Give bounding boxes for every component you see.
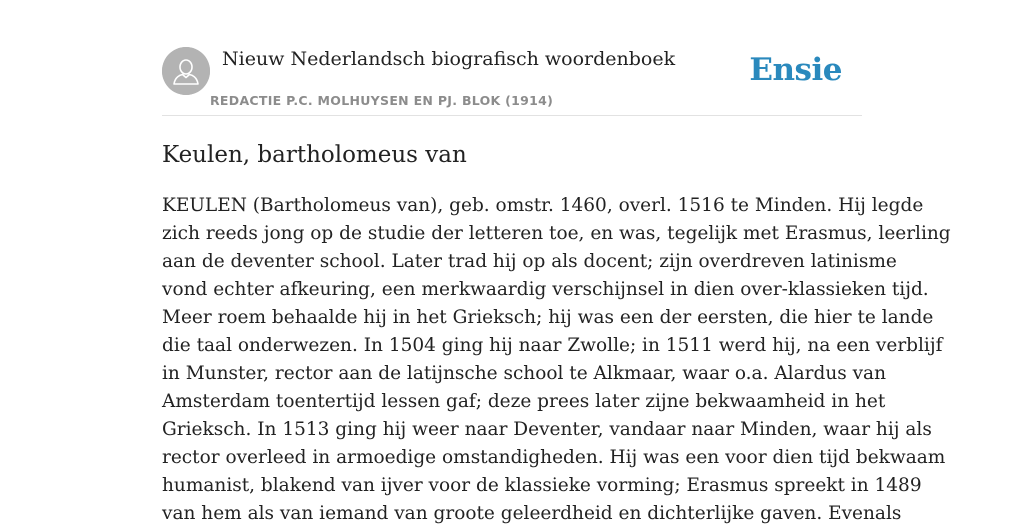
entry-line: die taal onderwezen. In 1504 ging hij naar Zwolle; in 1511 werd hij, na een verblijf [162, 335, 943, 356]
entry-line: Amsterdam toentertijd lessen gaf; deze prees later zijne bekwaamheid in het [162, 391, 886, 412]
entry-line: humanist, blakend van ijver voor de klassieke vorming; Erasmus spreekt in 1489 [162, 475, 922, 496]
entry-line: rector overleed in armoedige omstandigheden. Hij was een voor dien tijd bekwaam [162, 447, 946, 468]
entry-line: aan de deventer school. Later trad hij op als docent; zijn overdreven latinisme [162, 251, 897, 272]
user-icon[interactable] [162, 47, 210, 95]
entry-body [162, 192, 951, 528]
header-divider [162, 115, 862, 116]
source-header [162, 46, 862, 116]
entry-line: vond echter afkeuring, een merkwaardig verschijnsel in dien over-klassieken tijd. [162, 279, 929, 300]
entry-line: Grieksch. In 1513 ging hij weer naar Deventer, vandaar naar Minden, waar hij als [162, 419, 932, 440]
entry-line: van hem als van iemand van groote geleerdheid en dichterlijke gaven. Evenals [162, 503, 902, 524]
source-title[interactable]: Nieuw Nederlandsch biografisch woordenboek [222, 48, 676, 70]
entry-title: Keulen, bartholomeus van [162, 142, 467, 168]
entry-line: zich reeds jong op de studie der letteren toe, en was, tegelijk met Erasmus, leerling [162, 223, 951, 244]
ensie-logo[interactable]: Ensie [749, 52, 842, 88]
source-subtitle: REDACTIE P.C. MOLHUYSEN EN PJ. BLOK (1914) [210, 93, 554, 108]
entry-line: in Munster, rector aan de latijnsche school te Alkmaar, waar o.a. Alardus van [162, 363, 887, 384]
entry-line: Meer roem behaalde hij in het Grieksch; hij was een der eersten, die hier te lande [162, 307, 934, 328]
entry-line: KEULEN (Bartholomeus van), geb. omstr. 1460, overl. 1516 te Minden. Hij legde [162, 195, 924, 216]
